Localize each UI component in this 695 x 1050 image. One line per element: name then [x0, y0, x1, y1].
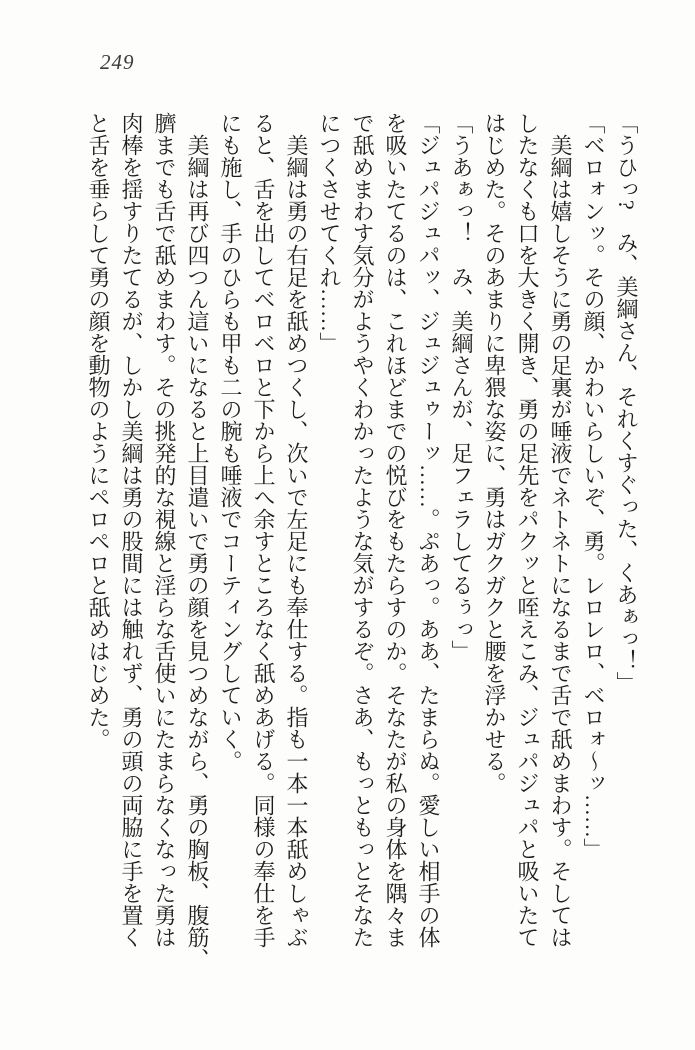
- text-line: 美綱は嬉しそうに勇の足裏が唾液でネトネトになるまで舌で舐めまわす。そしては: [548, 112, 573, 948]
- text-line: 肉棒を揺すりたてるが、しかし美綱は勇の股間には触れず、勇の頭の両脇に手を置く: [119, 112, 144, 948]
- text-line: 美綱は再び四つん這いになると上目遣いで勇の顔を見つめながら、勇の胸板、腹筋、: [185, 112, 210, 970]
- text-line: にも施し、手のひらも甲も二の腕も唾液でコーティングしていく。: [218, 112, 243, 772]
- text-line: 「うひっ? み、美綱さん、それくすぐった、くあぁっ！」: [614, 112, 639, 694]
- page-number: 249: [100, 50, 135, 74]
- text-line: で舐めまわす気分がようやくわかったような気がするぞ。さあ、もっともっとそなた: [350, 112, 375, 948]
- text-line: したなくも口を大きく開き、勇の足先をパクッと咥えこみ、ジュパジュパと吸いたて: [515, 112, 540, 948]
- text-line: 「うあぁっ！ み、美綱さんが、足フェラしてるぅっ」: [449, 112, 474, 662]
- text-line: 美綱は勇の右足を舐めつくし、次いで左足にも奉仕する。指も一本一本舐めしゃぶ: [284, 112, 309, 948]
- text-line: を吸いたてるのは、これほどまでの悦びをもたらすのか。そなたが私の身体を隅々ま: [383, 112, 408, 948]
- text-line: と舌を垂らして勇の顔を動物のようにペロペロと舐めはじめた。: [86, 112, 111, 750]
- text-line: 「ベロォンッ。その顔、かわいらしいぞ、勇。レロレロ、ベロォ～ッ……」: [581, 112, 606, 860]
- text-line: 臍までも舌で舐めまわす。その挑発的な視線と淫らな舌使いにたまらなくなった勇は: [152, 112, 177, 948]
- text-line: はじめた。そのあまりに卑猥な姿に、勇はガクガクと腰を浮かせる。: [482, 112, 507, 794]
- text-line: ると、舌を出してベロベロと下から上へ余すところなく舐めあげる。同様の奉仕を手: [251, 112, 276, 948]
- text-line: につくさせてくれ……」: [317, 112, 342, 354]
- text-line: 「ジュパジュパッ、ジュジュゥーッ……。ぷあっ。ああ、たまらぬ。愛しい相手の体: [416, 112, 441, 948]
- vertical-text-block: [82, 112, 643, 978]
